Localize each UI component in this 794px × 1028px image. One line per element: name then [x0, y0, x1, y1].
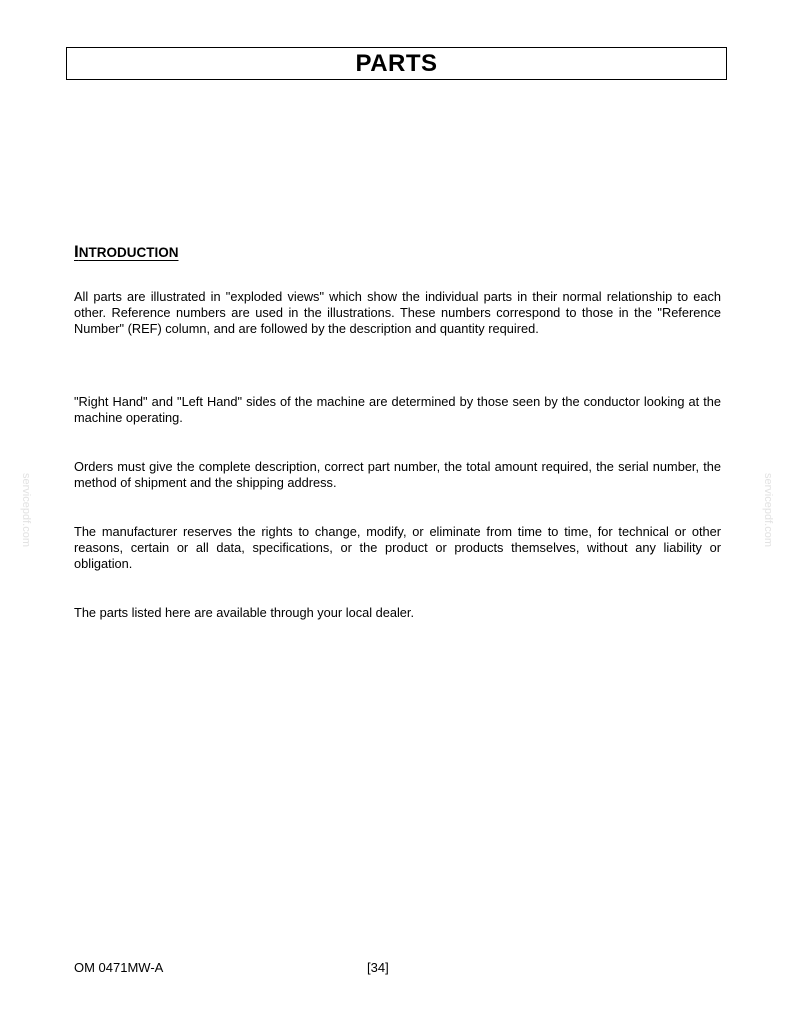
section-heading-initial: I — [74, 242, 79, 261]
title-box — [66, 47, 727, 80]
paragraph-hand-sides: "Right Hand" and "Left Hand" sides of the machine are determined by those seen by the conductor looking at the machine operating. — [74, 394, 721, 425]
page-title: PARTS — [355, 49, 438, 77]
paragraph-dealer: The parts listed here are available through your local dealer. — [74, 605, 415, 620]
section-heading — [74, 242, 178, 262]
footer-page-number: [34] — [367, 960, 389, 975]
paragraph-orders: Orders must give the complete description, correct part number, the total amount required, the serial number, the method of shipment and the shipping address. — [74, 459, 721, 490]
watermark-right: servicepdf.com — [762, 473, 774, 547]
footer-doc-number: OM 0471MW-A — [74, 960, 164, 975]
watermark-left: servicepdf.com — [20, 473, 32, 547]
section-heading-rest: NTRODUCTION — [78, 245, 179, 260]
paragraph-exploded-views: All parts are illustrated in "exploded views" which show the individual parts in their normal relationship to each other. Reference numbers are used in the illustrations. These numbers correspond to those in the "Reference Number" (REF) column, and are followed by the description and quantity required. — [74, 289, 721, 336]
paragraph-manufacturer-rights: The manufacturer reserves the rights to change, modify, or eliminate from time to time, for technical or other reasons, certain or all data, specifications, or the product or products themselves, without any liability or obligation. — [74, 524, 721, 571]
